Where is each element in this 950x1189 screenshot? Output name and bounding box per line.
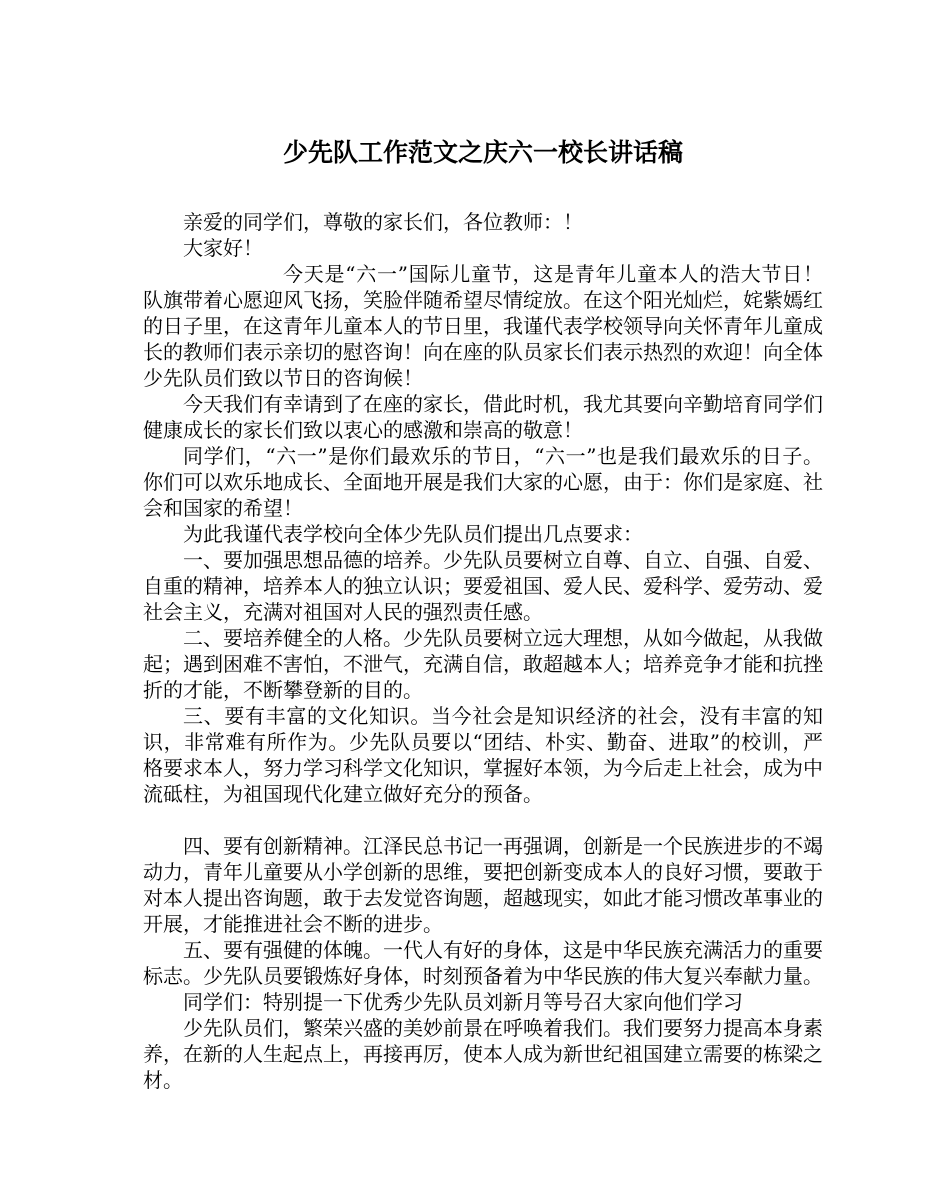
body-paragraph: 今天是“六一”国际儿童节，这是青年儿童本人的浩大节日！队旗带着心愿迎风飞扬，笑脸伴随希望尽情绽放。在这个阳光灿烂，姹紫嫣红的日子里，在这青年儿童本人的节日里，我谨代表学校领导向关怀青年儿童成长的教师们表示亲切的慰咨询！向在座的队员家长们表示热烈的欢迎！向全体少先队员们致以节日的咨询候！: [143, 262, 823, 390]
requirement-paragraph: 四、要有创新精神。江泽民总书记一再强调，创新是一个民族进步的不竭动力，青年儿童要从小学创新的思维，要把创新变成本人的良好习惯，要敢于对本人提出咨询题，敢于去发觉咨询题，超越现实，如此才能习惯改革事业的开展，才能推进社会不断的进步。: [143, 834, 823, 936]
document-body: [143, 209, 823, 1093]
closing-paragraph: 少先队员们，繁荣兴盛的美妙前景在呼唤着我们。我们要努力提高本身素养，在新的人生起点上，再接再厉，使本人成为新世纪祖国建立需要的栋梁之材。: [143, 1016, 823, 1092]
salutation-paragraph: 亲爱的同学们，尊敬的家长们，各位教师：！: [183, 210, 583, 234]
greeting-paragraph: 大家好！: [183, 236, 263, 260]
body-paragraph: 同学们：特别提一下优秀少先队员刘新月等号召大家向他们学习: [183, 990, 743, 1014]
body-paragraph: 今天我们有幸请到了在座的家长，借此时机，我尤其要向辛勤培育同学们健康成长的家长们致以衷心的感激和崇高的敬意！: [143, 392, 823, 442]
requirement-paragraph: 一、要加强思想品德的培养。少先队员要树立自尊、自立、自强、自爱、自重的精神，培养本人的独立认识；要爱祖国、爱人民、爱科学、爱劳动、爱社会主义，充满对祖国对人民的强烈责任感。: [143, 548, 823, 624]
requirement-paragraph: 三、要有丰富的文化知识。当今社会是知识经济的社会，没有丰富的知识，非常难有所作为。少先队员要以“团结、朴实、勤奋、进取”的校训，严格要求本人，努力学习科学文化知识，掌握好本领，为今后走上社会，成为中流砥柱，为祖国现代化建立做好充分的预备。: [143, 704, 823, 806]
body-paragraph: 同学们，“六一”是你们最欢乐的节日，“六一”也是我们最欢乐的日子。你们可以欢乐地成长、全面地开展是我们大家的心愿，由于：你们是家庭、社会和国家的希望！: [143, 444, 823, 520]
requirement-paragraph: 二、要培养健全的人格。少先队员要树立远大理想，从如今做起，从我做起；遇到困难不害怕，不泄气，充满自信，敢超越本人；培养竞争才能和抗挫折的才能，不断攀登新的目的。: [143, 626, 823, 702]
requirement-paragraph: 五、要有强健的体魄。一代人有好的身体，这是中华民族充满活力的重要标志。少先队员要锻炼好身体，时刻预备着为中华民族的伟大复兴奉献力量。: [143, 938, 823, 988]
body-paragraph: 为此我谨代表学校向全体少先队员们提出几点要求：: [183, 522, 643, 546]
document-title: 少先队工作范文之庆六一校长讲话稿: [282, 138, 683, 167]
